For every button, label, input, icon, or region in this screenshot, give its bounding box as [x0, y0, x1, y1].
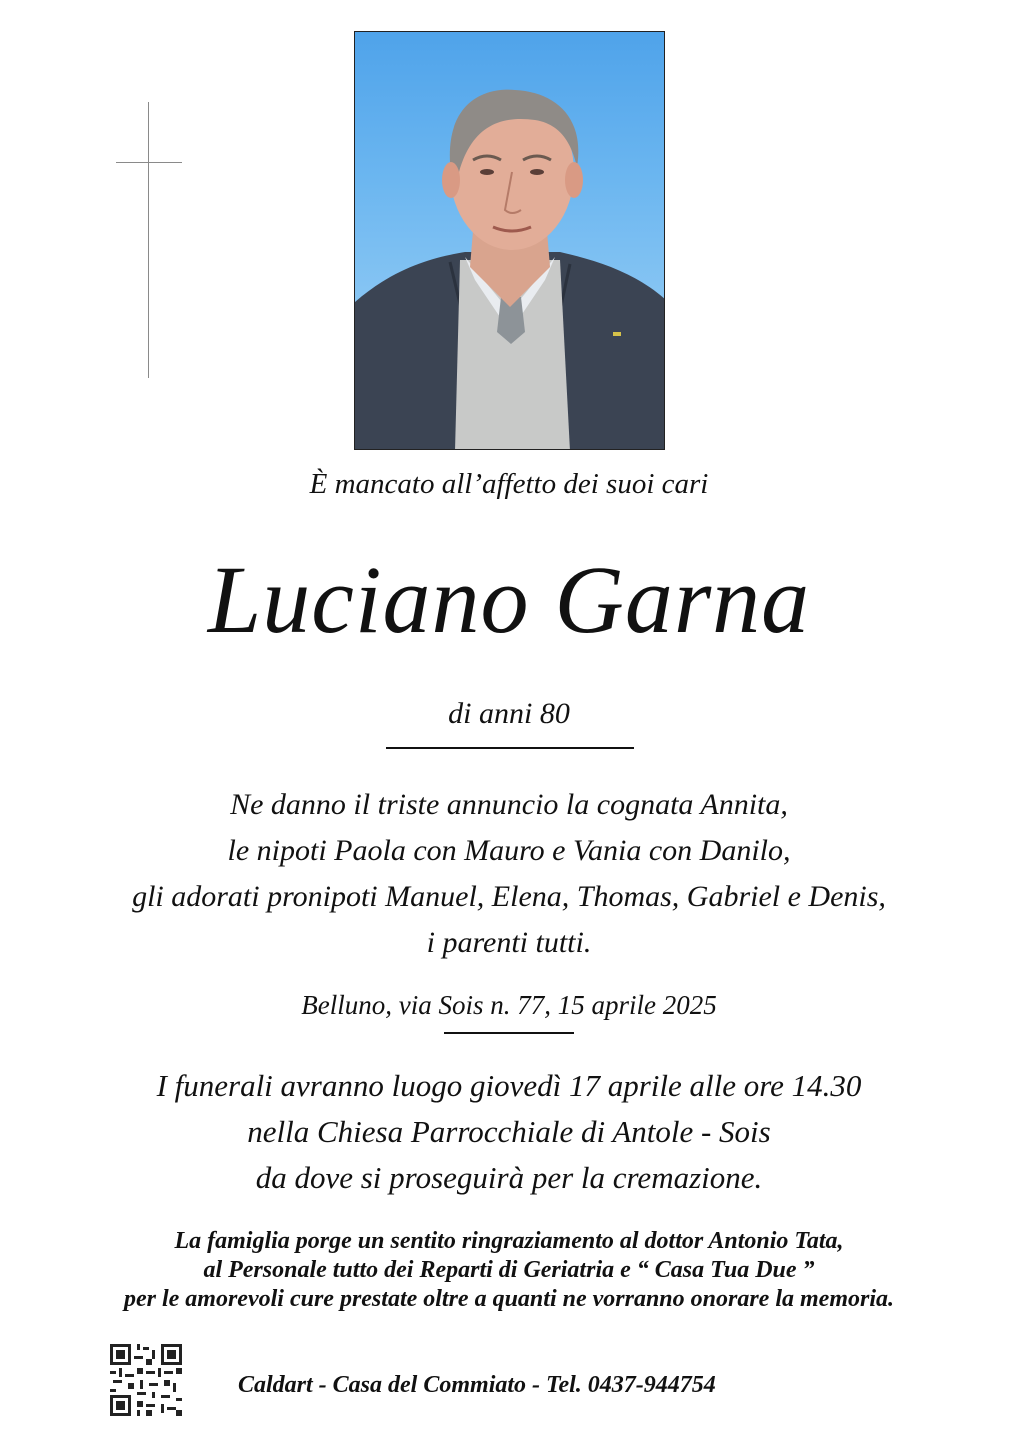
- portrait-photo: [354, 31, 665, 450]
- funeral-line: nella Chiesa Parrocchiale di Antole - Sois: [247, 1114, 771, 1149]
- thanks-note: [0, 1227, 1018, 1314]
- announcement: [0, 782, 1018, 966]
- funeral-line: I funerali avranno luogo giovedì 17 aprile alle ore 14.30: [156, 1068, 862, 1103]
- cross-icon: [148, 102, 149, 378]
- announcement-line: gli adorati pronipoti Manuel, Elena, Thomas, Gabriel e Denis,: [132, 880, 886, 913]
- thanks-line: al Personale tutto dei Reparti di Geriatria e “ Casa Tua Due ”: [203, 1257, 815, 1283]
- thanks-line: per le amorevoli cure prestate oltre a quanti ne vorranno onorare la memoria.: [123, 1286, 894, 1312]
- qr-code-icon[interactable]: [110, 1344, 182, 1416]
- announcement-line: i parenti tutti.: [426, 926, 592, 959]
- funeral-info: [0, 1063, 1018, 1201]
- age-line: di anni 80: [448, 697, 570, 730]
- thanks-line: La famiglia porge un sentito ringraziamento al dottor Antonio Tata,: [174, 1228, 844, 1254]
- deceased-name: Luciano Garna: [207, 546, 811, 653]
- intro-line: È mancato all’affetto dei suoi cari: [309, 468, 709, 500]
- announcement-line: le nipoti Paola con Mauro e Vania con Danilo,: [227, 834, 791, 867]
- announcement-line: Ne danno il triste annuncio la cognata Annita,: [230, 788, 788, 821]
- divider: [386, 747, 634, 749]
- funeral-line: da dove si proseguirà per la cremazione.: [255, 1160, 763, 1195]
- funeral-home-contact: Caldart - Casa del Commiato - Tel. 0437-944754: [238, 1372, 716, 1398]
- place-and-date: Belluno, via Sois n. 77, 15 aprile 2025: [301, 990, 717, 1020]
- cross-icon-arm: [116, 162, 182, 163]
- divider: [444, 1032, 574, 1034]
